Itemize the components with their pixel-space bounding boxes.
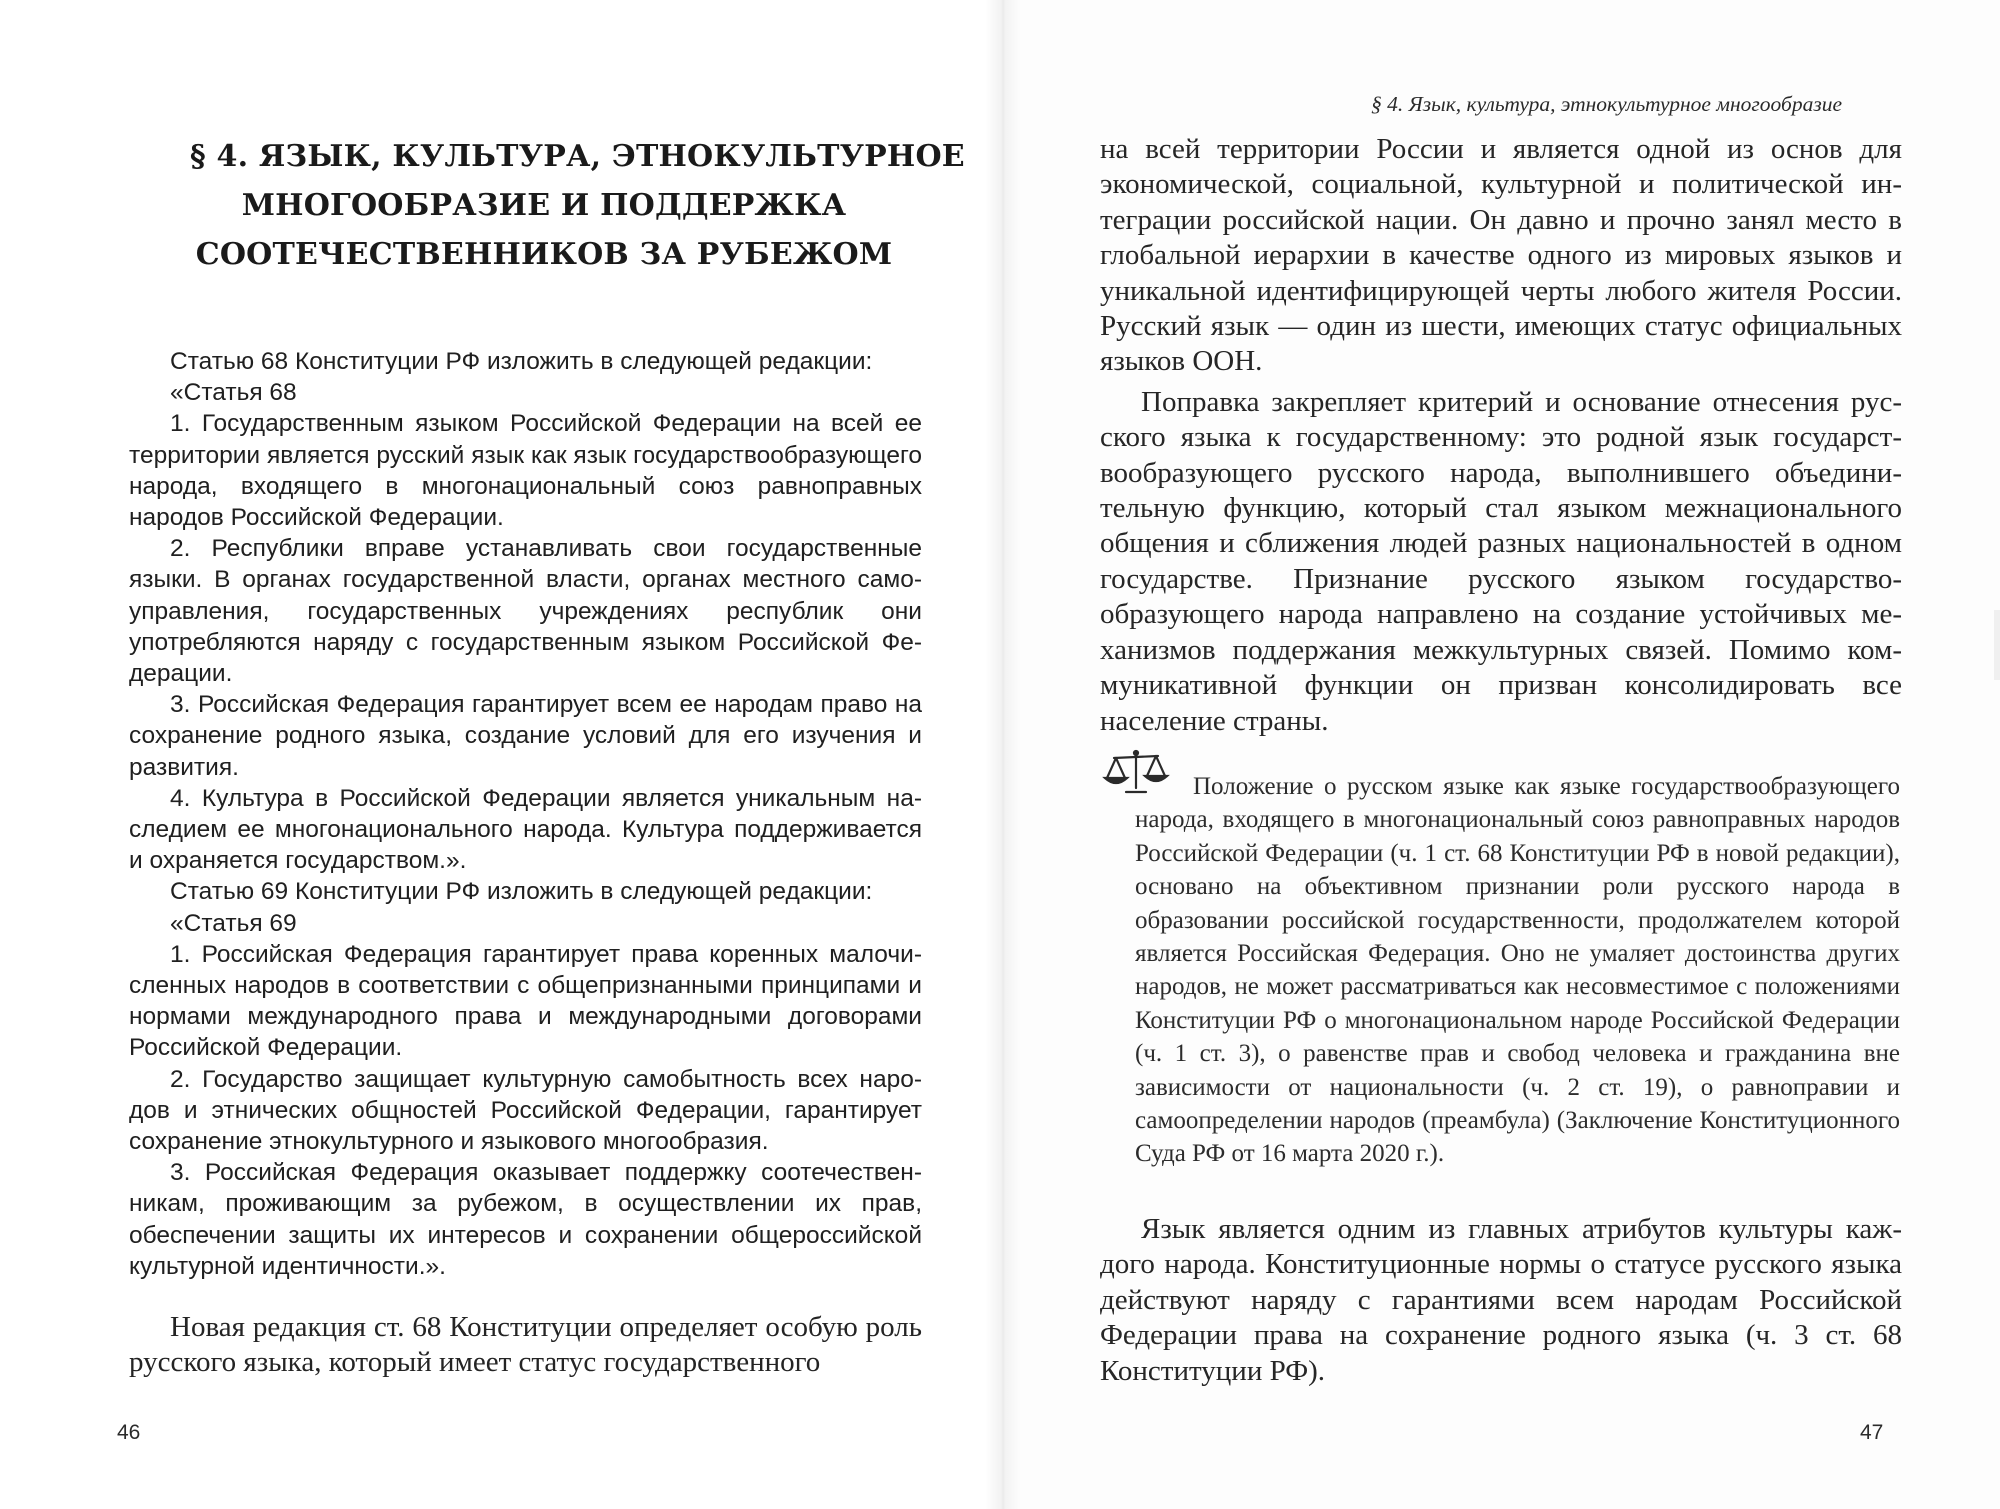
running-head: § 4. Язык, культура, этнокультурное многообразие xyxy=(1371,92,1843,116)
section-heading xyxy=(190,132,965,279)
law-paragraph: 2. Республики вправе устанавливать свои государственные языки. В органах государственной власти, органах местного самоуправления, государственных учреждениях республик они употребляются наряду с государственным языком Российской Федерации. xyxy=(129,535,922,688)
law-paragraph: Статью 68 Конституции РФ изложить в следующей редакции: xyxy=(170,348,873,375)
right-bottom-text xyxy=(1100,1212,1902,1394)
constitution-text xyxy=(129,346,922,1282)
law-paragraph: 4. Культура в Российской Федерации является уникальным наследием ее многонационального народа. Культура поддерживается и охраняется государством.». xyxy=(129,784,922,875)
commentary-paragraph: Новая редакция ст. 68 Конституции определяет особую роль русского языка, который имеет статус государственного xyxy=(129,1311,922,1378)
law-paragraph: 1. Государственным языком Российской Федерации на всей ее территории является русский язык как язык государствообразующего народа, входящего в многонациональный союз равноправных народов Российской Федерации. xyxy=(129,410,922,532)
page-number-left: 46 xyxy=(117,1421,141,1444)
law-paragraph: 3. Российская Федерация гарантирует всем ее народам право на сохранение родного языка, создание условий для его изучения и развития. xyxy=(129,691,922,781)
right-top-text xyxy=(1100,132,1902,744)
heading-line-2: МНОГООБРАЗИЕ И ПОДДЕРЖКА xyxy=(241,188,847,223)
text-paragraph: Поправка закрепляет критерий и основание отнесения русского языка к государственному: это родной язык государствообразующего русского народа, выполнившего объединительную функцию, который стал языком межнационального общения и сближения людей разных национальностей в одном государстве. Признание русского языком государствообразующего народа направлено на создание устойчивых механизмов поддержания межкультурных связей. Помимо коммуникативной функции он призван консолидировать все население страны. xyxy=(1100,385,1902,737)
heading-line-1: § 4. ЯЗЫК, КУЛЬТУРА, ЭТНОКУЛЬТУРНОЕ xyxy=(190,139,965,174)
law-paragraph: 3. Российская Федерация оказывает поддержку соотечественникам, проживающим за рубежом, в осуществлении их прав, обеспечении защиты их интересов и сохранении общероссийской культурной идентичности.». xyxy=(129,1159,922,1280)
book-gutter xyxy=(985,0,1021,1509)
law-paragraph: «Статья 68 xyxy=(170,379,297,407)
law-paragraph: «Статья 69 xyxy=(170,909,297,937)
law-paragraph: Статью 69 Конституции РФ изложить в следующей редакции: xyxy=(170,878,873,906)
law-paragraph: 2. Государство защищает культурную самобытность всех народов и этнических общностей Российской Федерации, гарантирует сохранение этнокультурного и языкового многообразия. xyxy=(129,1065,922,1156)
page-number-right: 47 xyxy=(1860,1421,1884,1444)
heading-line-3: СООТЕЧЕСТВЕННИКОВ ЗА РУБЕЖОМ xyxy=(195,237,893,272)
law-paragraph: 1. Российская Федерация гарантирует права коренных малочисленных народов в соответствии с общепризнанными принципами и нормами международного права и международными договорами Российской Федерации. xyxy=(129,940,922,1062)
page-edge-shadow xyxy=(1994,610,2000,680)
legal-note: Положение о русском языке как языке государствообразующего народа, входящего в многонациональный союз равноправных народов Российской Федерации (ч. 1 ст. 68 Конституции РФ в новой редакции), основано на объективном признании роли русского народа в образовании российской государственности, продолжателем которой является Российская Федерация. Оно не умаляет достоинства других народов, не может рассматриваться как несовместимое с положениями Конституции РФ о многонациональном народе Российской Федерации (ч. 1 ст. 3), о равенстве прав и свобод человека и гражданина вне зависимости от национальности (ч. 2 ст. 19), о равноправии и самоопределении народов (преамбула) (Заключение Конституционного Суда РФ от 16 марта 2020 г.). xyxy=(1135,773,1900,1168)
text-paragraph: Язык является одним из главных атрибутов культуры каждого народа. Конституционные нормы о статусе русского языка действуют наряду с гарантиями всем народам Российской Федерации права на сохранение родного языка (ч. 3 ст. 68 Конституции РФ). xyxy=(1100,1213,1902,1387)
text-paragraph: на всей территории России и является одной из основ для экономической, социальной, культурной и политической интеграции российской нации. Он давно и прочно занял место в глобальной иерархии в качестве одного из мировых языков и уникальной идентифицирующей черты любого жителя России. Русский язык — один из шести, имеющих статус официальных языков ООН. xyxy=(1100,133,1902,378)
